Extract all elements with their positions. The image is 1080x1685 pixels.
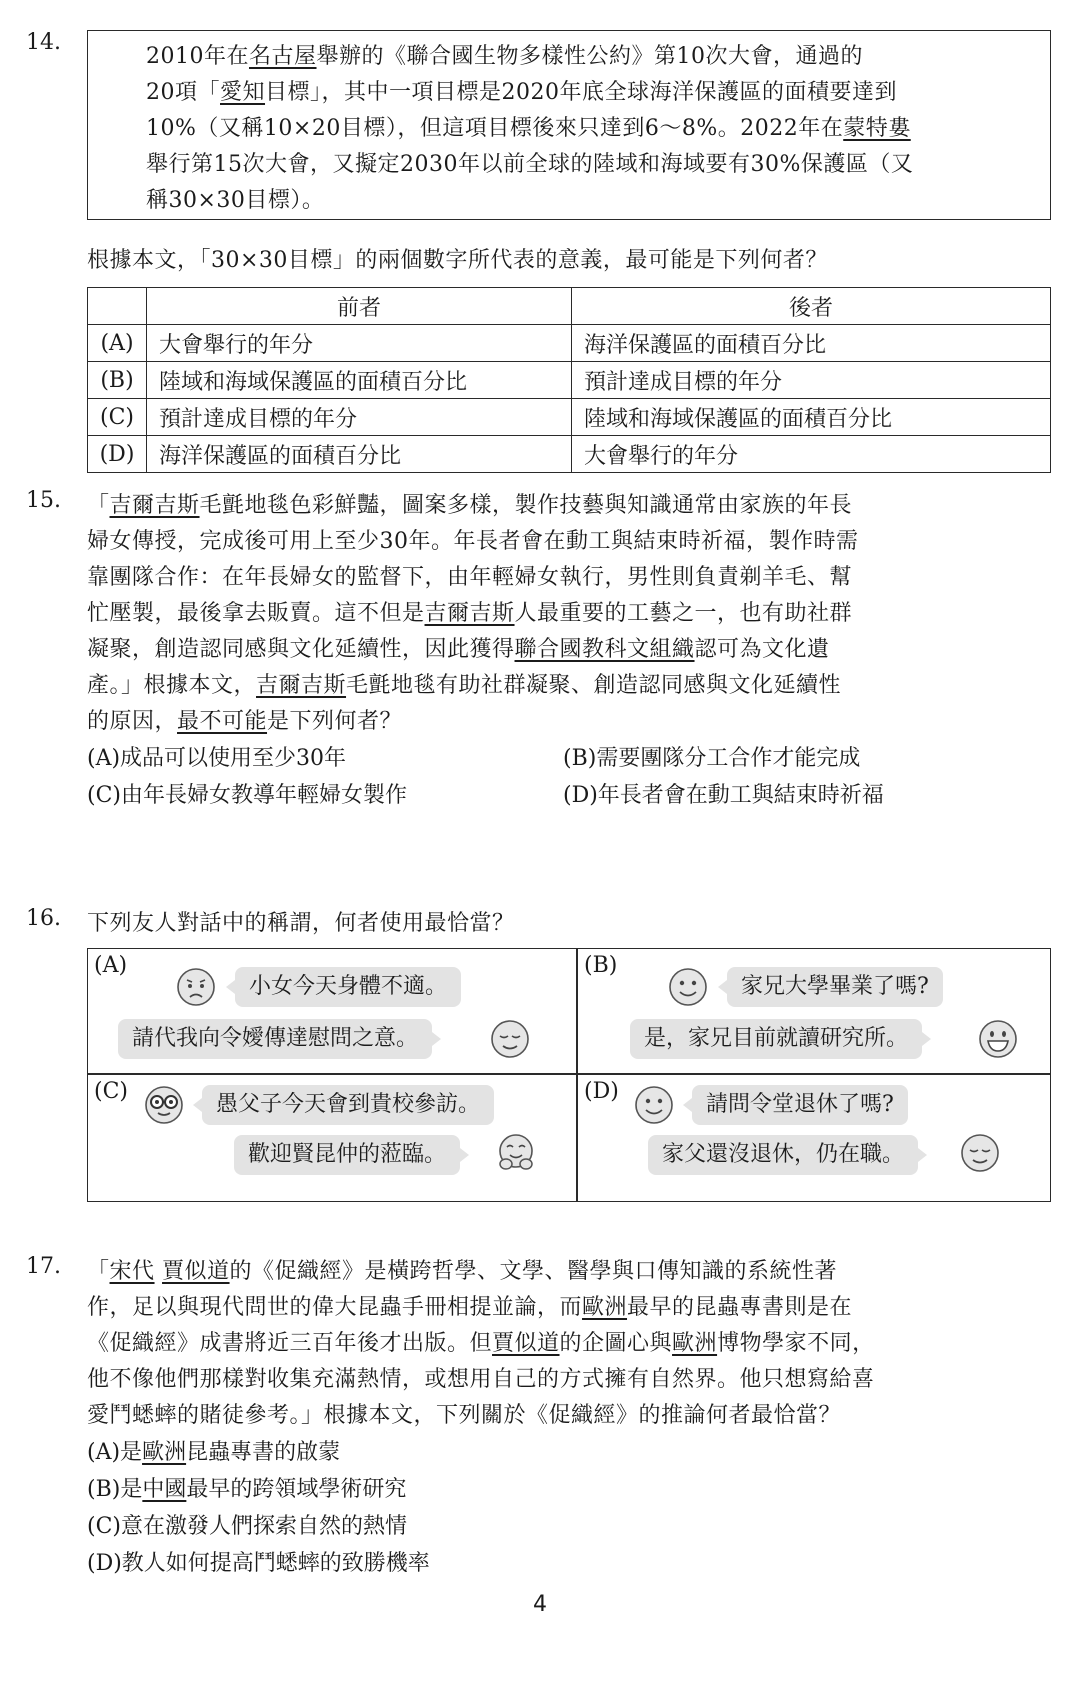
option-b[interactable] — [87, 1471, 1057, 1508]
dialog-b-label: (B) — [584, 953, 618, 978]
smiling-face-icon — [634, 1085, 674, 1125]
question-17-options — [87, 1434, 1057, 1582]
question-15-body — [87, 488, 1057, 814]
option-c[interactable] — [87, 1508, 1057, 1545]
proper-noun-underlined: 賈似道 — [492, 1331, 560, 1356]
table-cell-latter: 陸域和海域保護區的面積百分比 — [572, 399, 1051, 436]
question-14-passage — [102, 39, 1036, 219]
text-run: 產。」根據本文， — [87, 673, 257, 698]
text-run: 「 — [87, 493, 110, 518]
proper-noun-underlined: 歐洲 — [582, 1295, 628, 1320]
table-cell-label: (C) — [88, 399, 147, 436]
text-line — [87, 668, 1057, 704]
question-16-number: 16. — [26, 906, 61, 931]
text-run: 最早的昆蟲專書則是在 — [627, 1295, 853, 1320]
dialog-b-second-bubble: 是，家兄目前就讀研究所。 — [630, 1019, 922, 1059]
table-row[interactable] — [88, 325, 1051, 362]
text-run: 舉辦的《聯合國生物多樣性公約》第10次大會，通過的 — [316, 44, 864, 69]
text-run: (D)教人如何提高鬥蟋蟀的致勝機率 — [87, 1551, 430, 1576]
text-line — [87, 1326, 1057, 1362]
table-cell-label: (A) — [88, 325, 147, 362]
text-run: 的原因， — [87, 709, 178, 734]
question-17-number: 17. — [26, 1254, 61, 1279]
text-run — [155, 1259, 163, 1284]
hugging-face-icon — [496, 1133, 536, 1173]
table-row[interactable] — [88, 436, 1051, 473]
smiling-face-icon — [668, 967, 708, 1007]
table-header-row — [88, 288, 1051, 325]
proper-noun-underlined: 聯合國教科文組織 — [514, 637, 695, 662]
text-run: 婦女傳授，完成後可用上至少30年。年長者會在動工與結束時祈福，製作時需 — [87, 529, 859, 554]
page-number: 4 — [533, 1592, 547, 1617]
question-14-options-table — [87, 287, 1051, 473]
table-header-label — [88, 288, 147, 325]
table-header-former: 前者 — [147, 288, 572, 325]
question-16-dialog-grid — [87, 948, 1051, 1202]
text-run: 稱30×30目標）。 — [146, 188, 325, 213]
relieved-face-icon — [960, 1133, 1000, 1173]
text-line — [102, 183, 1036, 219]
text-run: 作，足以與現代問世的偉大昆蟲手冊相提並論，而 — [87, 1295, 583, 1320]
option-d[interactable]: (D)年長者會在動工與結束時祈福 — [563, 783, 884, 808]
text-run: 10%（又稱10×20目標），但這項目標後來只達到6～8%。2022年在 — [146, 116, 844, 141]
text-run: 認可為文化遺 — [694, 637, 830, 662]
table-cell-latter: 大會舉行的年分 — [572, 436, 1051, 473]
proper-noun-underlined: 吉爾吉斯 — [424, 601, 515, 626]
dialog-a-second-bubble: 請代我向令嬡傳達慰問之意。 — [118, 1019, 432, 1059]
dialog-a-label: (A) — [94, 953, 128, 978]
grid-divider-horizontal — [88, 1073, 1050, 1075]
text-run: 毛氈地毯有助社群凝聚、創造認同感與文化延續性 — [346, 673, 842, 698]
text-run: 「 — [87, 1259, 110, 1284]
proper-noun-underlined: 名古屋 — [249, 44, 317, 69]
text-run: 人最重要的工藝之一，也有助社群 — [514, 601, 853, 626]
table-row[interactable] — [88, 362, 1051, 399]
table-cell-label: (D) — [88, 436, 147, 473]
text-run: 昆蟲專書的啟蒙 — [186, 1440, 341, 1465]
text-line — [87, 704, 1057, 740]
text-line — [102, 39, 1036, 75]
proper-noun-underlined: 歐洲 — [142, 1440, 187, 1465]
dialog-c-second-bubble: 歡迎賢昆仲的蒞臨。 — [234, 1135, 460, 1175]
text-run: 《促織經》成書將近三百年後才出版。但 — [87, 1331, 493, 1356]
text-line — [87, 632, 1057, 668]
question-17-body — [87, 1254, 1057, 1582]
text-line — [87, 1254, 1057, 1290]
text-run: 忙壓製，最後拿去販賣。這不但是 — [87, 601, 425, 626]
proper-noun-underlined: 賈似道 — [162, 1259, 230, 1284]
dialog-d-first-bubble: 請問令堂退休了嗎? — [692, 1085, 908, 1125]
proper-noun-underlined: 愛知 — [220, 80, 266, 105]
text-line — [102, 147, 1036, 183]
text-run: 愛鬥蟋蟀的賭徒參考。」根據本文，下列關於《促織經》的推論何者最恰當？ — [87, 1403, 842, 1428]
text-run: (A)是 — [87, 1440, 143, 1465]
text-run: 最早的跨領域學術研究 — [186, 1477, 407, 1502]
text-run: 他不像他們那樣對收集充滿熱情，或想用自己的方式擁有自然界。他只想寫給喜 — [87, 1367, 875, 1392]
table-cell-former: 陸域和海域保護區的面積百分比 — [147, 362, 572, 399]
text-run: 2010年在 — [146, 44, 249, 69]
grid-divider-vertical — [576, 949, 578, 1201]
option-c[interactable]: (C)由年長婦女教導年輕婦女製作 — [87, 783, 407, 808]
dialog-b-first-bubble: 家兄大學畢業了嗎? — [727, 967, 943, 1007]
proper-noun-underlined: 宋代 — [109, 1259, 155, 1284]
table-cell-latter: 海洋保護區的面積百分比 — [572, 325, 1051, 362]
text-line — [102, 111, 1036, 147]
text-run: 是下列何者？ — [267, 709, 403, 734]
table-cell-label: (B) — [88, 362, 147, 399]
text-run: 的《促織經》是橫跨哲學、文學、醫學與口傳知識的系統性著 — [229, 1259, 838, 1284]
text-line — [87, 596, 1057, 632]
dialog-a-first-bubble: 小女今天身體不適。 — [235, 967, 461, 1007]
option-a[interactable]: (A)成品可以使用至少30年 — [87, 746, 347, 771]
text-line — [87, 488, 1057, 524]
proper-noun-underlined: 最不可能 — [177, 709, 268, 734]
text-line — [102, 75, 1036, 111]
proper-noun-underlined: 吉爾吉斯 — [109, 493, 200, 518]
proper-noun-underlined: 蒙特婁 — [843, 116, 911, 141]
question-14-prompt: 根據本文，「30×30目標」的兩個數字所代表的意義，最可能是下列何者？ — [87, 248, 828, 273]
text-run: 的企圖心與 — [559, 1331, 673, 1356]
table-header-latter: 後者 — [572, 288, 1051, 325]
option-a[interactable] — [87, 1434, 1057, 1471]
proper-noun-underlined: 吉爾吉斯 — [256, 673, 347, 698]
text-line — [87, 1290, 1057, 1326]
text-run: 20項「 — [146, 80, 220, 105]
nerd-face-icon — [144, 1085, 184, 1125]
text-line — [87, 560, 1057, 596]
text-run: 毛氈地毯色彩鮮豔，圖案多樣，製作技藝與知識通常由家族的年長 — [199, 493, 853, 518]
question-14-passage-box — [87, 30, 1051, 220]
text-run: 靠團隊合作：在年長婦女的監督下，由年輕婦女執行，男性則負責剃羊毛、幫 — [87, 565, 853, 590]
option-b[interactable]: (B)需要團隊分工合作才能完成 — [563, 746, 861, 771]
table-row[interactable] — [88, 399, 1051, 436]
text-run: (B)是 — [87, 1477, 143, 1502]
proper-noun-underlined: 歐洲 — [672, 1331, 718, 1356]
dialog-d-second-bubble: 家父還沒退休，仍在職。 — [648, 1135, 918, 1175]
text-line — [87, 524, 1057, 560]
table-cell-former: 預計達成目標的年分 — [147, 399, 572, 436]
text-run: 舉行第15次大會，又擬定2030年以前全球的陸域和海域要有30%保護區（又 — [146, 152, 914, 177]
text-run: 目標」，其中一項目標是2020年底全球海洋保護區的面積要達到 — [265, 80, 898, 105]
question-14-number: 14. — [26, 30, 61, 55]
text-run: (C)意在激發人們探索自然的熱情 — [87, 1514, 407, 1539]
text-run: 凝聚，創造認同感與文化延續性，因此獲得 — [87, 637, 515, 662]
text-run: 博物學家不同， — [717, 1331, 875, 1356]
dialog-d-label: (D) — [584, 1079, 619, 1104]
text-line — [87, 1362, 1057, 1398]
grinning-face-icon — [978, 1019, 1018, 1059]
option-d[interactable] — [87, 1545, 1057, 1582]
question-15-passage — [87, 488, 1057, 740]
dialog-c-first-bubble: 愚父子今天會到貴校參訪。 — [202, 1085, 494, 1125]
table-cell-former: 海洋保護區的面積百分比 — [147, 436, 572, 473]
table-cell-latter: 預計達成目標的年分 — [572, 362, 1051, 399]
dialog-c-label: (C) — [94, 1079, 128, 1104]
question-15-options — [87, 740, 1057, 814]
question-16-prompt: 下列友人對話中的稱謂，何者使用最恰當？ — [87, 911, 515, 936]
proper-noun-underlined: 中國 — [142, 1477, 187, 1502]
table-cell-former: 大會舉行的年分 — [147, 325, 572, 362]
relieved-face-icon — [490, 1019, 530, 1059]
question-15-number: 15. — [26, 488, 61, 513]
sad-face-icon — [176, 967, 216, 1007]
question-17-passage — [87, 1254, 1057, 1434]
text-line — [87, 1398, 1057, 1434]
